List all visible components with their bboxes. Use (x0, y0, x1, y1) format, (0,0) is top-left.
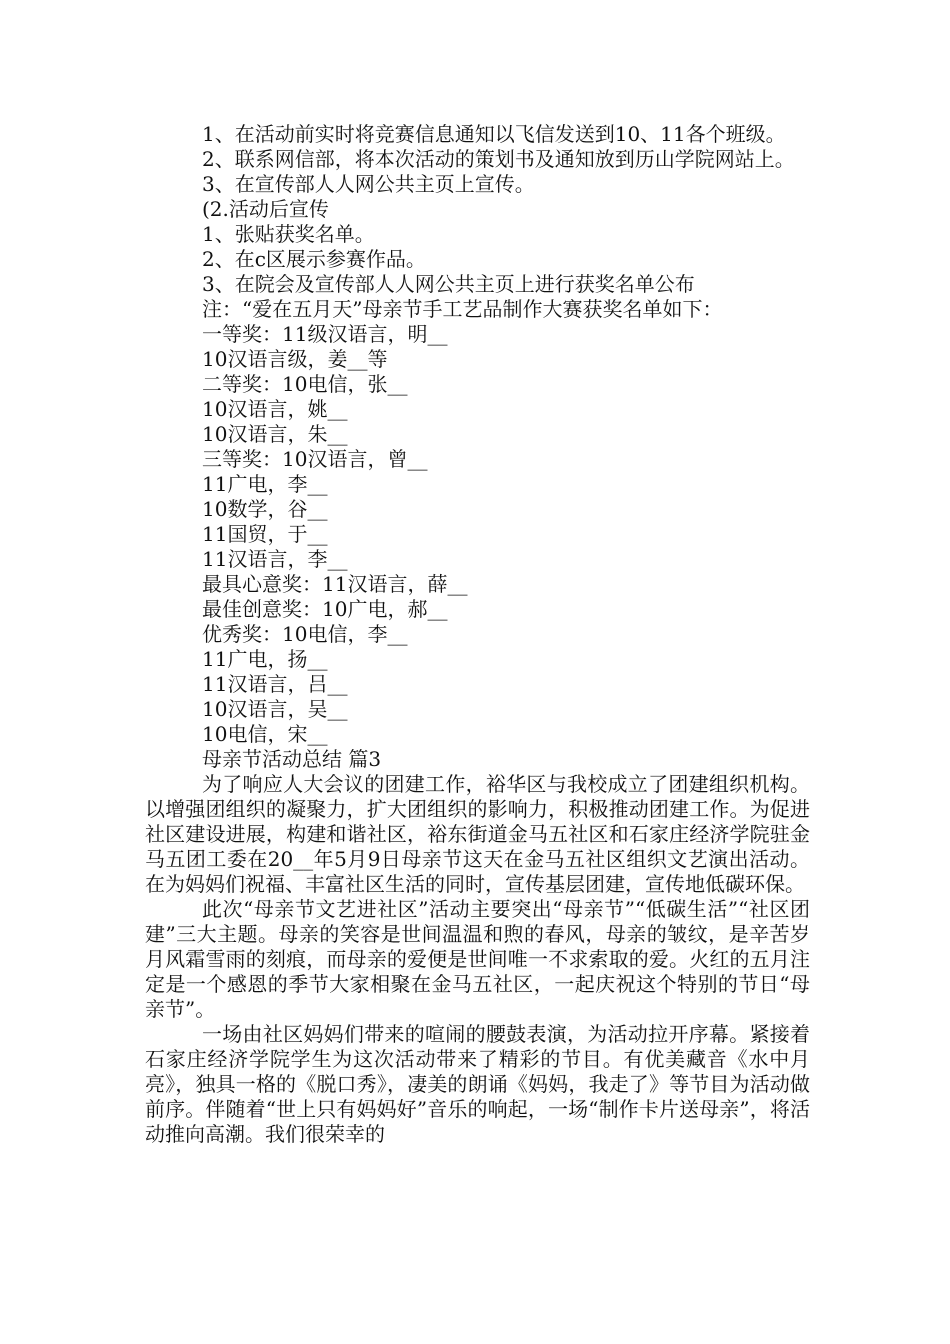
excellence-prize-line: 10电信，宋__ (202, 722, 328, 746)
second-prize-line: 10汉语言，姚__ (202, 397, 348, 421)
notice-renren-line: 3、在宣传部人人网公共主页上宣传。 (202, 172, 535, 196)
section-heading: 母亲节活动总结 篇3 (202, 747, 382, 771)
notice-website-paragraph: 2、联系网信部，将本次活动的策划书及通知放到历山学院网站上。 (202, 147, 795, 171)
first-prize-line: 一等奖：11级汉语言，明__ (202, 322, 448, 346)
notice-feixin-paragraph: 1、在活动前实时将竞赛信息通知以飞信发送到10、11各个班级。 (202, 122, 786, 146)
third-prize-line: 11广电，李__ (202, 472, 328, 496)
post-item-2: 2、在c区展示参赛作品。 (202, 247, 426, 271)
body-paragraph: 此次“母亲节文艺进社区”活动主要突出“母亲节”“低碳生活”“社区团建”三大主题。母亲的笑容是世间温温和煦的春风，母亲的皱纹，是辛苦岁月风霜雪雨的刻痕，而母亲的爱便是世间唯一不求索取的爱。火红的五月注定是一个感恩的季节大家相聚在金马五社区，一起庆祝这个特别的节日“母亲节”。 (145, 897, 810, 1021)
post-activity-heading: (2.活动后宣传 (202, 197, 329, 221)
third-prize-line: 11国贸，于__ (202, 522, 328, 546)
heart-prize-line: 最具心意奖：11汉语言，薛__ (202, 572, 468, 596)
post-item-3: 3、在院会及宣传部人人网公共主页上进行获奖名单公布 (202, 272, 695, 296)
excellence-prize-line: 10汉语言，吴__ (202, 697, 348, 721)
third-prize-line: 10数学，谷__ (202, 497, 328, 521)
body-paragraph: 一场由社区妈妈们带来的喧闹的腰鼓表演，为活动拉开序幕。紧接着石家庄经济学院学生为这次活动带来了精彩的节目。有优美藏音《水中月亮》，独具一格的《脱口秀》，凄美的朗诵《妈妈，我走了》等节目为活动做前序。伴随着“世上只有妈妈好”音乐的响起，一场“制作卡片送母亲”，将活动推向高潮。我们很荣幸的 (145, 1022, 810, 1146)
excellence-prize-line: 11汉语言，吕__ (202, 672, 348, 696)
body-paragraph: 为了响应人大会议的团建工作，裕华区与我校成立了团建组织机构。以增强团组织的凝聚力，扩大团组织的影响力，积极推动团建工作。为促进社区建设进展，构建和谐社区，裕东街道金马五社区和石家庄经济学院驻金马五团工委在20__年5月9日母亲节这天在金马五社区组织文艺演出活动。在为妈妈们祝福、丰富社区生活的同时，宣传基层团建，宣传地低碳环保。 (145, 772, 810, 896)
third-prize-line: 11汉语言，李__ (202, 547, 348, 571)
document-page (145, 122, 810, 1147)
post-item-1: 1、张贴获奖名单。 (202, 222, 375, 246)
excellence-prize-line: 优秀奖：10电信，李__ (202, 622, 408, 646)
second-prize-line: 二等奖：10电信，张__ (202, 372, 408, 396)
excellence-prize-line: 11广电，扬__ (202, 647, 328, 671)
first-prize-line: 10汉语言级，姜__等 (202, 347, 388, 371)
third-prize-line: 三等奖：10汉语言，曾__ (202, 447, 428, 471)
award-note: 注：“爱在五月天”母亲节手工艺品制作大赛获奖名单如下： (202, 297, 723, 321)
second-prize-line: 10汉语言，朱__ (202, 422, 348, 446)
creative-prize-line: 最佳创意奖：10广电，郝__ (202, 597, 448, 621)
